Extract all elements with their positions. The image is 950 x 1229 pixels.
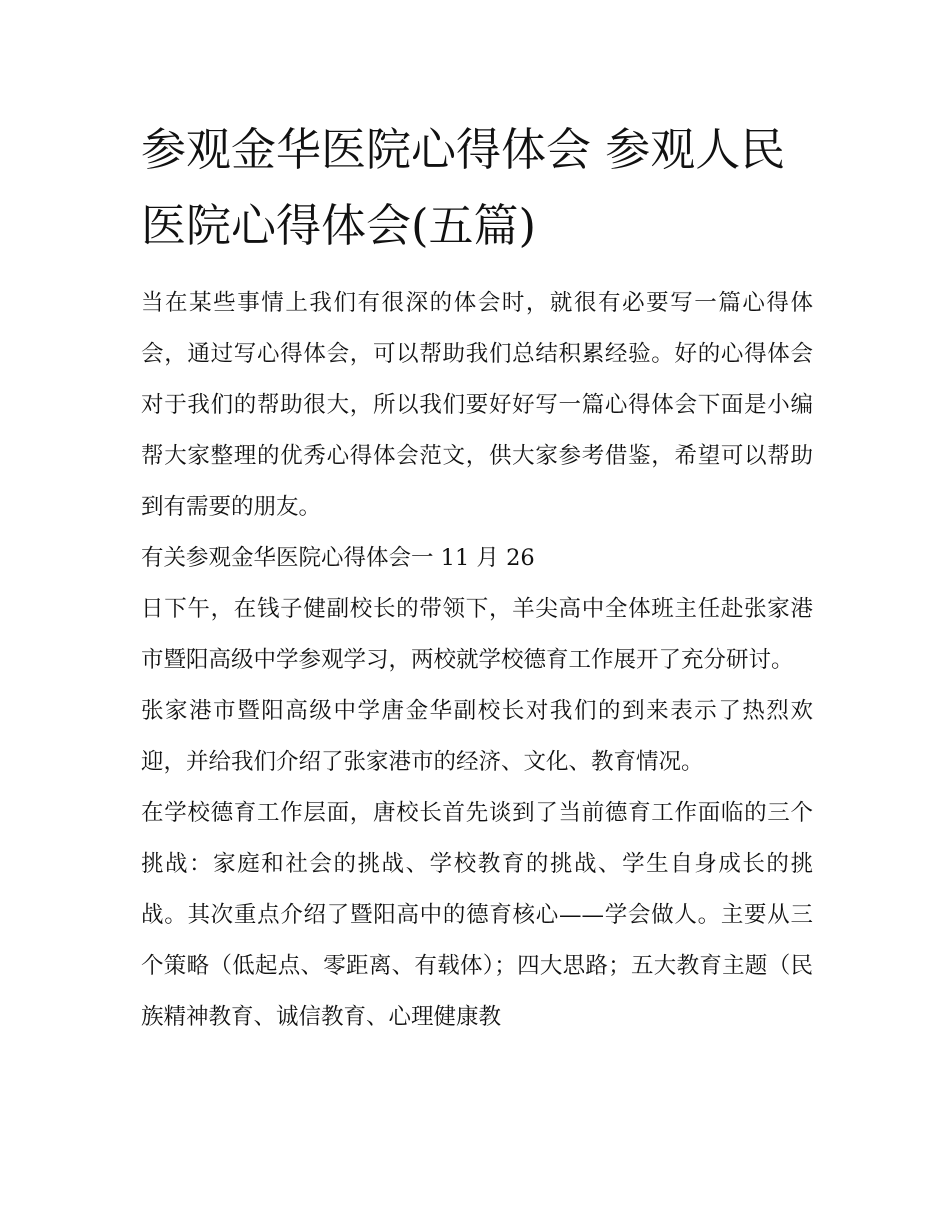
document-page [141,112,813,1043]
paragraph-section-heading: 有关参观金华医院心得体会一 11 月 26 [141,545,535,571]
document-title: 参观金华医院心得体会 参观人民医院心得体会(五篇) [141,123,786,252]
paragraph-welcome: 张家港市暨阳高级中学唐金华副校长对我们的到来表示了热烈欢迎，并给我们介绍了张家港市的经济、文化、教育情况。 [141,698,813,775]
paragraph-intro: 当在某些事情上我们有很深的体会时，就很有必要写一篇心得体会，通过写心得体会，可以帮助我们总结积累经验。好的心得体会对于我们的帮助很大，所以我们要好好写一篇心得体会下面是小编帮大家整理的优秀心得体会范文，供大家参考借鉴，希望可以帮助到有需要的朋友。 [141,290,813,520]
paragraph-moral-education: 在学校德育工作层面，唐校长首先谈到了当前德育工作面临的三个挑战：家庭和社会的挑战、学校教育的挑战、学生自身成长的挑战。其次重点介绍了暨阳高中的德育核心——学会做人。主要从三个策略（低起点、零距离、有载体）；四大思路；五大教育主题（民族精神教育、诚信教育、心理健康教 [141,800,813,1030]
paragraph-visit: 日下午，在钱子健副校长的带领下，羊尖高中全体班主任赴张家港市暨阳高级中学参观学习，两校就学校德育工作展开了充分研讨。 [141,596,813,673]
